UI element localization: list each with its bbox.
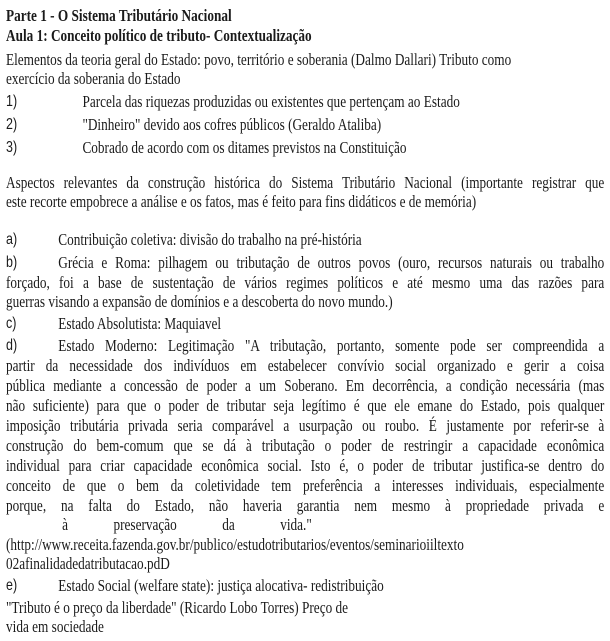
item-marker: e) bbox=[6, 577, 18, 594]
item-marker: d) bbox=[6, 337, 18, 354]
intro-line: Elementos da teoria geral do Estado: povo, território e soberania (Dalmo Dallari) Tributo como bbox=[6, 50, 512, 69]
item-text: Cobrado de acordo com os ditames previstos na Constituição bbox=[82, 138, 407, 157]
list-item-b-line: guerras visando a expansão de domínios e a descoberta do novo mundo.) bbox=[6, 292, 393, 311]
list-item-d-line: individual para criar capacidade econômica social. Isto é, o poder de tributar justifica-se dentro do bbox=[6, 456, 605, 475]
aspects-line: Aspectos relevantes da construção histórica do Sistema Tributário Nacional (importante registrar que bbox=[6, 173, 605, 192]
list-item-d-line: construção do bem-comum que se dá à tributação o poder de restringir a capacidade econômica bbox=[6, 436, 605, 455]
item-marker: a) bbox=[6, 231, 18, 248]
list-item-d-line: não suficiente) para que o poder de tributar seja legítimo é que ele emane do Estado, pois qualquer bbox=[6, 396, 605, 415]
item-text: Contribuição coletiva: divisão do trabalho na pré-história bbox=[58, 230, 362, 249]
document-page bbox=[6, 0, 604, 641]
item-text: Estado Social (welfare state): justiça alocativa- redistribuição bbox=[58, 576, 384, 595]
list-item-d-line: conceito de que o bem da coletividade tem preferência a interesses individuais, especialmente bbox=[6, 476, 605, 495]
list-item-b-line: forçado, foi a base de sustentação de vários regimes políticos e até mesmo uma das razões para bbox=[6, 273, 605, 292]
item-marker: 3) bbox=[6, 139, 18, 156]
list-item-d-line: à preservação da vida." bbox=[62, 515, 312, 534]
list-item-d-line: porque, na falta do Estado, não haveria garantia nem mesmo à propriedade privada e bbox=[6, 496, 605, 515]
closing-quote: vida em sociedade bbox=[6, 617, 104, 636]
item-marker: 2) bbox=[6, 116, 18, 133]
list-item-d: Estado Moderno: Legitimação "A tributação, portanto, somente pode ser compreendida a bbox=[58, 336, 605, 355]
closing-quote: "Tributo é o preço da liberdade" (Ricardo Lobo Torres) Preço de bbox=[6, 598, 349, 617]
item-text: "Dinheiro" devido aos cofres públicos (Geraldo Ataliba) bbox=[82, 115, 382, 134]
aspects-line: este recorte empobrece a análise e os fatos, mas é feito para fins didáticos e de memória) bbox=[6, 192, 477, 211]
list-item-d-line: partir da necessidade dos indivíduos em estabelecer convívio social organizado e gerir a coisa bbox=[6, 356, 605, 375]
item-marker: 1) bbox=[6, 93, 18, 110]
source-url: (http://www.receita.fazenda.gov.br/publico/estudotributarios/eventos/seminarioiiltexto bbox=[6, 535, 464, 554]
list-item-d-line: imposição tributária privada seria comparável a usurpação ou roubo. É justamente por referir-se à bbox=[6, 416, 605, 435]
list-item-d-line: pública mediante a concessão de poder a um Soberano. Em decorrência, a condição necessária (mas bbox=[6, 376, 605, 395]
item-text: Estado Absolutista: Maquiavel bbox=[58, 314, 222, 333]
list-item-b: Grécia e Roma: pilhagem ou tributação de outros povos (ouro, recursos naturais ou trabalho bbox=[58, 253, 605, 272]
source-url: 02afinalidadedatributacao.pdD bbox=[6, 554, 170, 573]
item-marker: c) bbox=[6, 315, 17, 332]
item-text: Parcela das riquezas produzidas ou existentes que pertençam ao Estado bbox=[82, 92, 460, 111]
item-marker: b) bbox=[6, 254, 18, 271]
page-title: Parte 1 - O Sistema Tributário Nacional bbox=[6, 6, 232, 25]
intro-line: exercício da soberania do Estado bbox=[6, 69, 181, 88]
lesson-title: Aula 1: Conceito político de tributo- Contextualização bbox=[6, 26, 312, 45]
